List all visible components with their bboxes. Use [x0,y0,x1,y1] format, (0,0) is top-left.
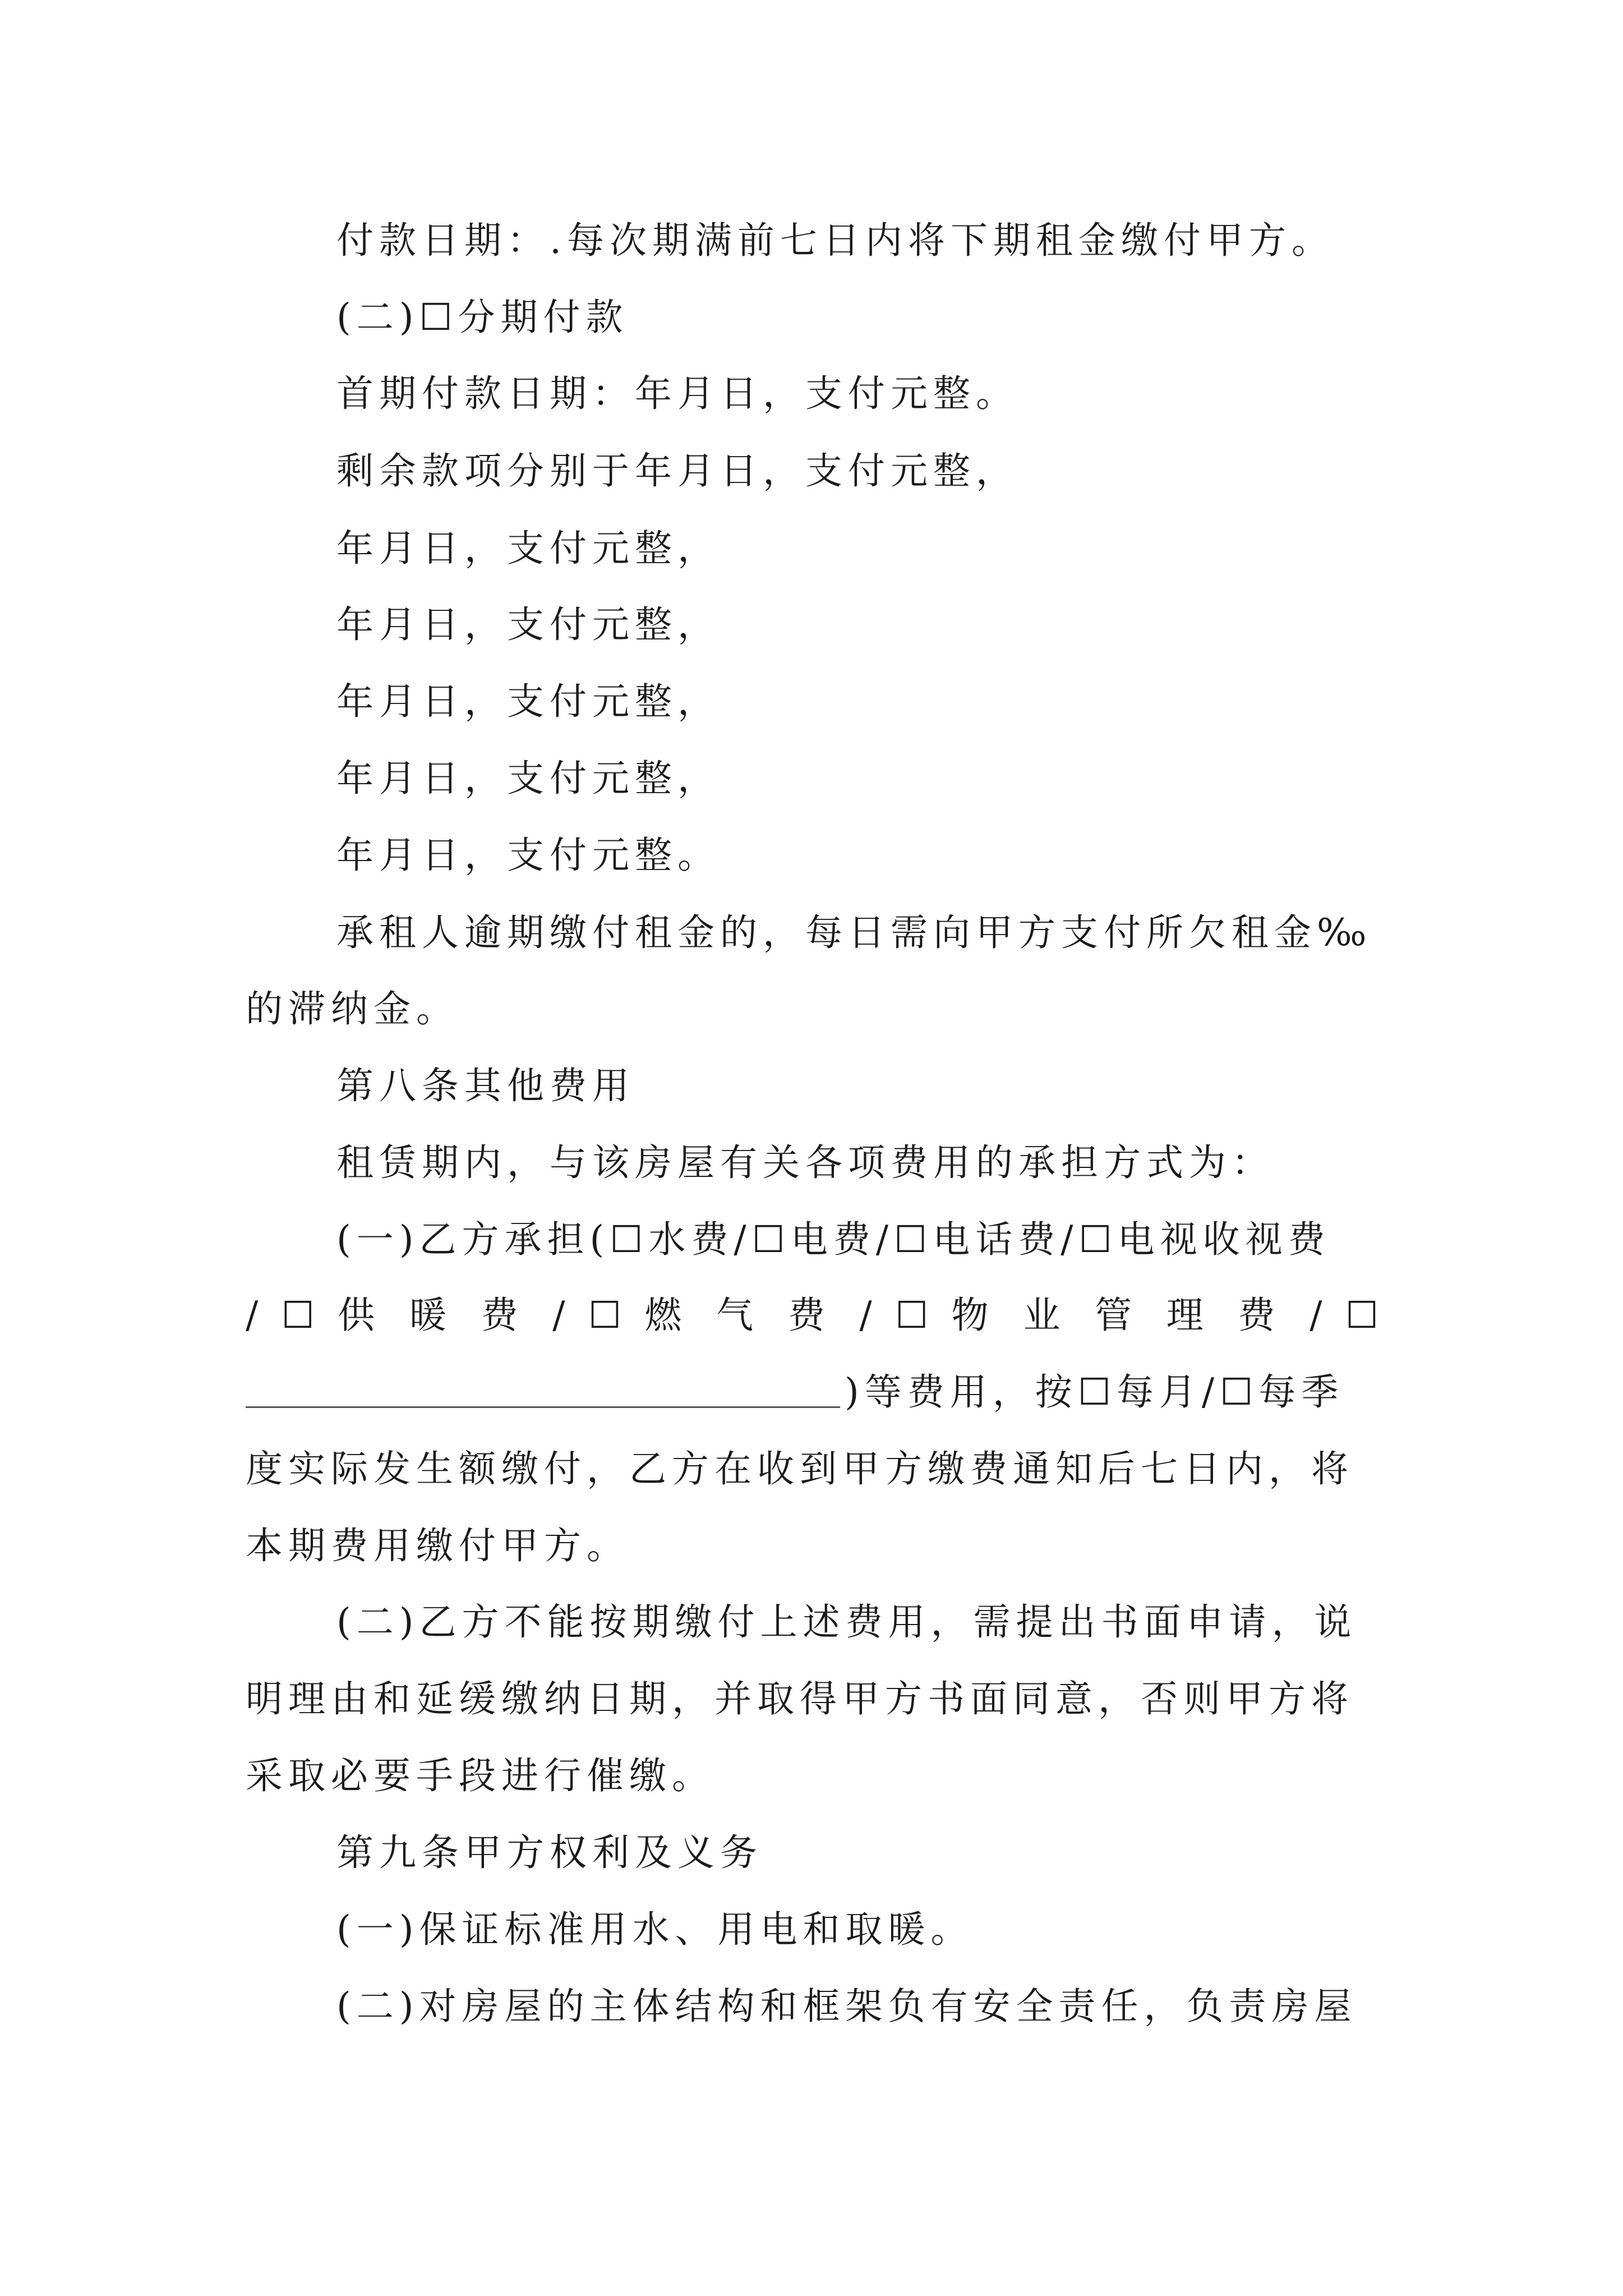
text-line-remaining-payments: 剩余款项分别于年月日，支付元整， [336,449,1018,493]
text-line-payment-notice: 度实际发生额缴付，乙方在收到甲方缴费通知后七日内，将 [246,1447,1354,1490]
text-line-late-application-cont: 明理由和延缓缴纳日期，并取得甲方书面同意，否则甲方将 [246,1677,1354,1720]
text-line-late-fee-cont: 的滞纳金。 [246,987,459,1030]
text-line-installment-4: 年月日，支付元整， [336,757,720,800]
text-line-utilities-guarantee: (一)保证标准用水、用电和取暖。 [336,1908,974,1951]
text-line-fill-blank [246,1365,1344,1419]
text-line-installment-1: 年月日，支付元整， [336,527,720,570]
section-heading-article-8: 第八条其他费用 [336,1064,635,1107]
text-line-late-application: (二)乙方不能按期缴付上述费用，需提出书面申请，说 [336,1600,1357,1644]
text-line-payment-notice-cont: 本期费用缴付甲方。 [246,1524,629,1567]
text-line-tenant-costs-cont: / ☐ 供 暖 费 / ☐ 燃 气 费 / ☐ 物 业 管 理 费 / ☐ [246,1294,1378,1337]
text-line-payment-date: 付款日期：.每次期满前七日内将下期租金缴付甲方。 [336,219,1334,262]
text-line-cost-sharing: 租赁期内，与该房屋有关各项费用的承担方式为： [336,1141,1274,1184]
text-line-collection: 采取必要手段进行催缴。 [246,1754,714,1797]
section-heading-article-9: 第九条甲方权利及义务 [336,1831,763,1874]
text-line-tenant-costs: (一)乙方承担(☐水费/☐电费/☐电话费/☐电视收视费 [336,1218,1331,1261]
text-line-installment-2: 年月日，支付元整， [336,603,720,646]
text-line-first-payment: 首期付款日期：年月日，支付元整。 [336,372,1018,415]
text-line-installment-5: 年月日，支付元整。 [336,834,720,877]
text-line-fee-frequency: )等费用，按☐每月/☐每季 [845,1370,1344,1414]
fill-in-blank [246,1404,840,1408]
text-line-installment-3: 年月日，支付元整， [336,680,720,723]
text-line-installment-option: (二)☐分期付款 [336,296,629,339]
text-line-late-fee: 承租人逾期缴付租金的，每日需向甲方支付所欠租金‰ [336,911,1372,954]
text-line-structural-safety: (二)对房屋的主体结构和框架负有安全责任，负责房屋 [336,1985,1357,2028]
